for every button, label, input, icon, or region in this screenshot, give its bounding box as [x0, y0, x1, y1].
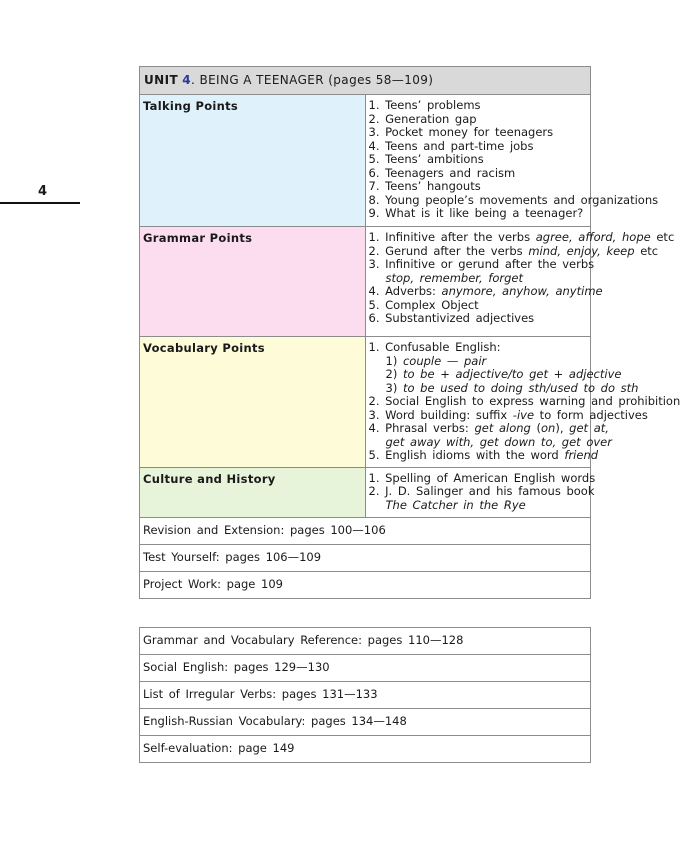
list-item: 4. Phrasal verbs: get along (on), get at, — [368, 421, 609, 435]
list-item: 5. Teens’ ambitions — [368, 152, 484, 166]
page-number: 4 — [38, 184, 48, 199]
list-item: 3. Pocket money for teenagers — [368, 125, 554, 139]
self-evaluation-row: Self-evaluation: page 149 — [140, 736, 591, 763]
talking-points-list — [365, 95, 659, 227]
list-item: 6. Substantivized adjectives — [368, 311, 535, 325]
social-english-row: Social English: pages 129—130 — [140, 655, 591, 682]
list-item: 8. Young people’s movements and organizations — [368, 192, 659, 207]
project-work-row: Project Work: page 109 — [140, 571, 591, 598]
sub-list-item: 2) to be + adjective/to get + adjective — [385, 367, 622, 381]
page-number-rule — [0, 202, 80, 204]
list-item: 5. Complex Object — [368, 297, 479, 312]
culture-history-row — [140, 467, 591, 517]
list-item: 1. Confusable English: — [368, 340, 501, 354]
list-item: 2. J. D. Salinger and his famous book — [368, 484, 595, 498]
unit-contents-table — [139, 66, 680, 599]
list-item: 1. Spelling of American English words — [368, 470, 596, 485]
list-item: 1. Infinitive after the verbs agree, afford, hope etc — [368, 230, 675, 244]
culture-history-label: Culture and History — [140, 467, 366, 517]
culture-history-list — [365, 467, 596, 517]
unit-title: . BEING A TEENAGER (pages 58—109) — [191, 72, 434, 87]
reference-sections-table — [139, 627, 591, 763]
list-item: 2. Generation gap — [368, 111, 477, 126]
list-item: 3. Infinitive or gerund after the verbs — [368, 257, 595, 271]
unit-label: UNIT — [144, 72, 179, 87]
list-item: 5. English idioms with the word friend — [368, 448, 599, 462]
sub-list-item: 3) to be used to doing sth/used to do sth — [385, 380, 639, 395]
list-item: 9. What is it like being a teenager? — [368, 206, 584, 220]
vocabulary-points-list — [365, 337, 680, 468]
english-russian-vocabulary-row: English-Russian Vocabulary: pages 134—148 — [140, 709, 591, 736]
sub-list-item: 1) couple — pair — [385, 353, 487, 368]
list-item: 6. Teenagers and racism — [368, 165, 516, 180]
grammar-points-label: Grammar Points — [140, 227, 366, 337]
grammar-points-list — [365, 227, 675, 337]
list-item: 4. Teens and part-time jobs — [368, 138, 534, 153]
list-item: 1. Teens’ problems — [368, 98, 481, 112]
test-yourself-row: Test Yourself: pages 106—109 — [140, 544, 591, 571]
talking-points-label: Talking Points — [140, 95, 366, 227]
list-item: 2. Social English to express warning and prohibition — [368, 394, 680, 408]
unit-header — [140, 67, 591, 95]
unit-number: 4 — [182, 72, 192, 87]
book-title: The Catcher in the Rye — [385, 497, 526, 512]
vocabulary-points-label: Vocabulary Points — [140, 337, 366, 468]
list-item: 7. Teens’ hangouts — [368, 179, 481, 193]
list-item: 3. Word building: suffix -ive to form adjectives — [368, 407, 648, 422]
list-item: 4. Adverbs: anymore, anyhow, anytime — [368, 284, 603, 298]
list-item: 2. Gerund after the verbs mind, enjoy, keep etc — [368, 243, 659, 258]
vocabulary-points-row — [140, 337, 591, 468]
grammar-vocabulary-reference-row: Grammar and Vocabulary Reference: pages 110—128 — [140, 628, 591, 655]
list-item-continuation: get away with, get down to, get over — [385, 434, 612, 449]
list-item-continuation: stop, remember, forget — [385, 270, 523, 285]
talking-points-row — [140, 95, 591, 227]
grammar-points-row — [140, 227, 591, 337]
irregular-verbs-row: List of Irregular Verbs: pages 131—133 — [140, 682, 591, 709]
revision-extension-row: Revision and Extension: pages 100—106 — [140, 517, 591, 544]
